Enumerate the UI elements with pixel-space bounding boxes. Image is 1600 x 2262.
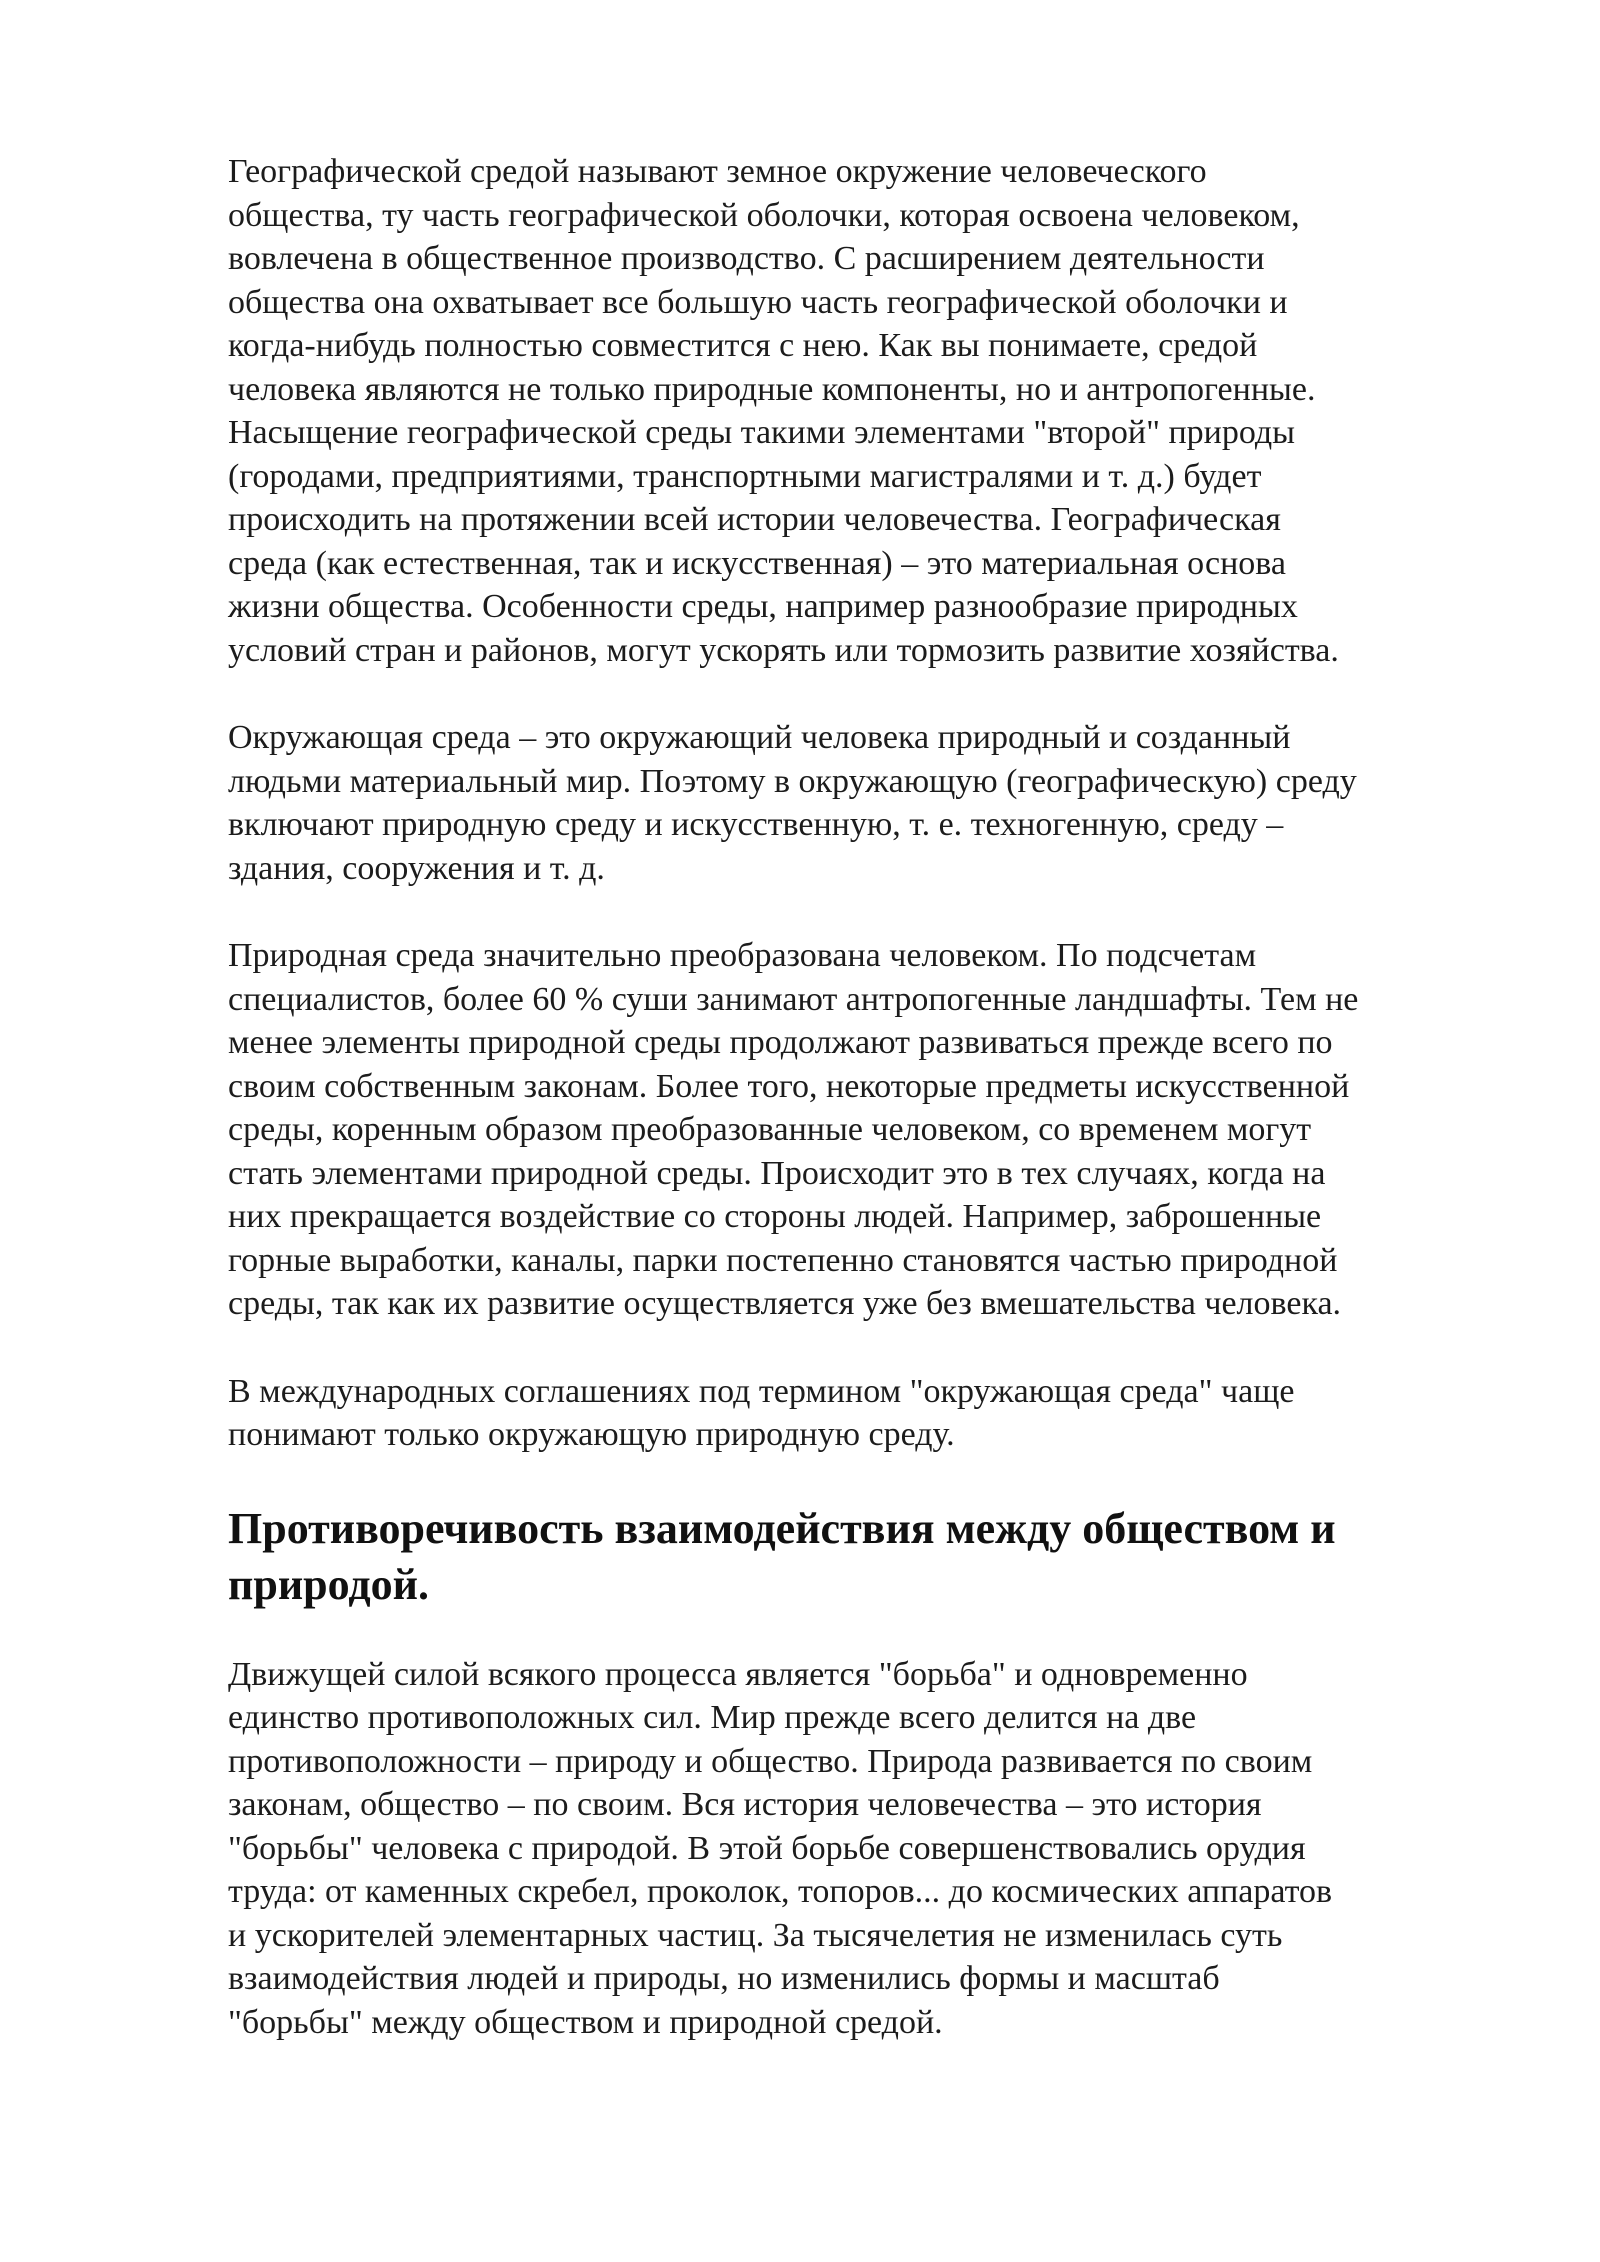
text-line: человека являются не только природные компоненты, но и антропогенные. — [228, 370, 1316, 408]
text-line: труда: от каменных скребел, проколок, топоров... до космических аппаратов — [228, 1873, 1333, 1910]
text-line: единство противоположных сил. Мир прежде всего делится на две — [228, 1699, 1197, 1736]
section-spacer — [228, 1613, 1528, 1653]
text-line: и ускорителей элементарных частиц. За тысячелетия не изменилась суть — [228, 1916, 1283, 1954]
text-line: условий стран и районов, могут ускорять или тормозить развитие хозяйства. — [228, 631, 1339, 669]
text-line: горные выработки, каналы, парки постепенно становятся частью природной — [228, 1241, 1338, 1279]
paragraph-natural-environment — [228, 934, 1528, 1326]
text-line: Насыщение географической среды такими элементами "второй" природы — [228, 414, 1295, 451]
text-line: общества она охватывает все большую часть географической оболочки и — [228, 283, 1288, 321]
paragraph-driving-force — [228, 1653, 1528, 2045]
paragraph-spacer — [228, 672, 1528, 716]
text-line: Движущей силой всякого процесса является "борьба" и одновременно — [228, 1655, 1248, 1693]
text-line: людьми материальный мир. Поэтому в окружающую (географическую) среду — [228, 762, 1357, 800]
text-line: "борьбы" между обществом и природной средой. — [228, 2003, 943, 2041]
text-line: Природная среда значительно преобразована человеком. По подсчетам — [228, 937, 1257, 974]
text-line: здания, сооружения и т. д. — [228, 849, 605, 887]
text-line: специалистов, более 60 % суши занимают антропогенные ландшафты. Тем не — [228, 980, 1359, 1018]
text-line: них прекращается воздействие со стороны людей. Например, заброшенные — [228, 1198, 1322, 1235]
text-line: среды, так как их развитие осуществляется уже без вмешательства человека. — [228, 1285, 1342, 1322]
text-line: законам, общество – по своим. Вся история человечества – это история — [228, 1786, 1262, 1823]
text-line: среды, коренным образом преобразованные человеком, со временем могут — [228, 1111, 1312, 1148]
text-line: (городами, предприятиями, транспортными магистралями и т. д.) будет — [228, 457, 1262, 495]
text-line: происходить на протяжении всей истории человечества. Географическая — [228, 501, 1281, 538]
text-line: противоположности – природу и общество. Природа развивается по своим — [228, 1742, 1313, 1780]
text-line: стать элементами природной среды. Происходит это в тех случаях, когда на — [228, 1154, 1326, 1192]
paragraph-spacer — [228, 890, 1528, 934]
text-line: своим собственным законам. Более того, некоторые предметы искусственной — [228, 1067, 1350, 1105]
heading-line: Противоречивость взаимодействия между обществом и — [228, 1503, 1336, 1553]
text-line: Окружающая среда – это окружающий человека природный и созданный — [228, 719, 1291, 756]
text-line: включают природную среду и искусственную, т. е. техногенную, среду – — [228, 806, 1284, 843]
text-line: жизни общества. Особенности среды, например разнообразие природных — [228, 588, 1298, 625]
text-line: В международных соглашениях под термином "окружающая среда" чаще — [228, 1372, 1295, 1410]
text-line: вовлечена в общественное производство. С расширением деятельности — [228, 240, 1265, 277]
text-line: взаимодействия людей и природы, но изменились формы и масштаб — [228, 1960, 1220, 1997]
paragraph-international-agreements — [228, 1370, 1528, 1457]
paragraph-surrounding-environment — [228, 716, 1528, 890]
text-line: понимают только окружающую природную среду. — [228, 1416, 955, 1453]
text-line: менее элементы природной среды продолжают развиваться прежде всего по — [228, 1024, 1333, 1061]
heading-line: природой. — [228, 1559, 429, 1609]
text-line: когда-нибудь полностью совместится с нею. Как вы понимаете, средой — [228, 327, 1258, 364]
text-line: Географической средой называют земное окружение человеческого — [228, 153, 1207, 190]
section-spacer — [228, 1457, 1528, 1501]
text-line: среда (как естественная, так и искусственная) – это материальная основа — [228, 544, 1286, 582]
text-line: общества, ту часть географической оболочки, которая освоена человеком, — [228, 196, 1300, 234]
text-line: "борьбы" человека с природой. В этой борьбе совершенствовались орудия — [228, 1829, 1306, 1867]
section-heading — [228, 1501, 1528, 1613]
document-page — [228, 150, 1528, 2044]
paragraph-spacer — [228, 1326, 1528, 1370]
paragraph-geographic-environment — [228, 150, 1528, 672]
